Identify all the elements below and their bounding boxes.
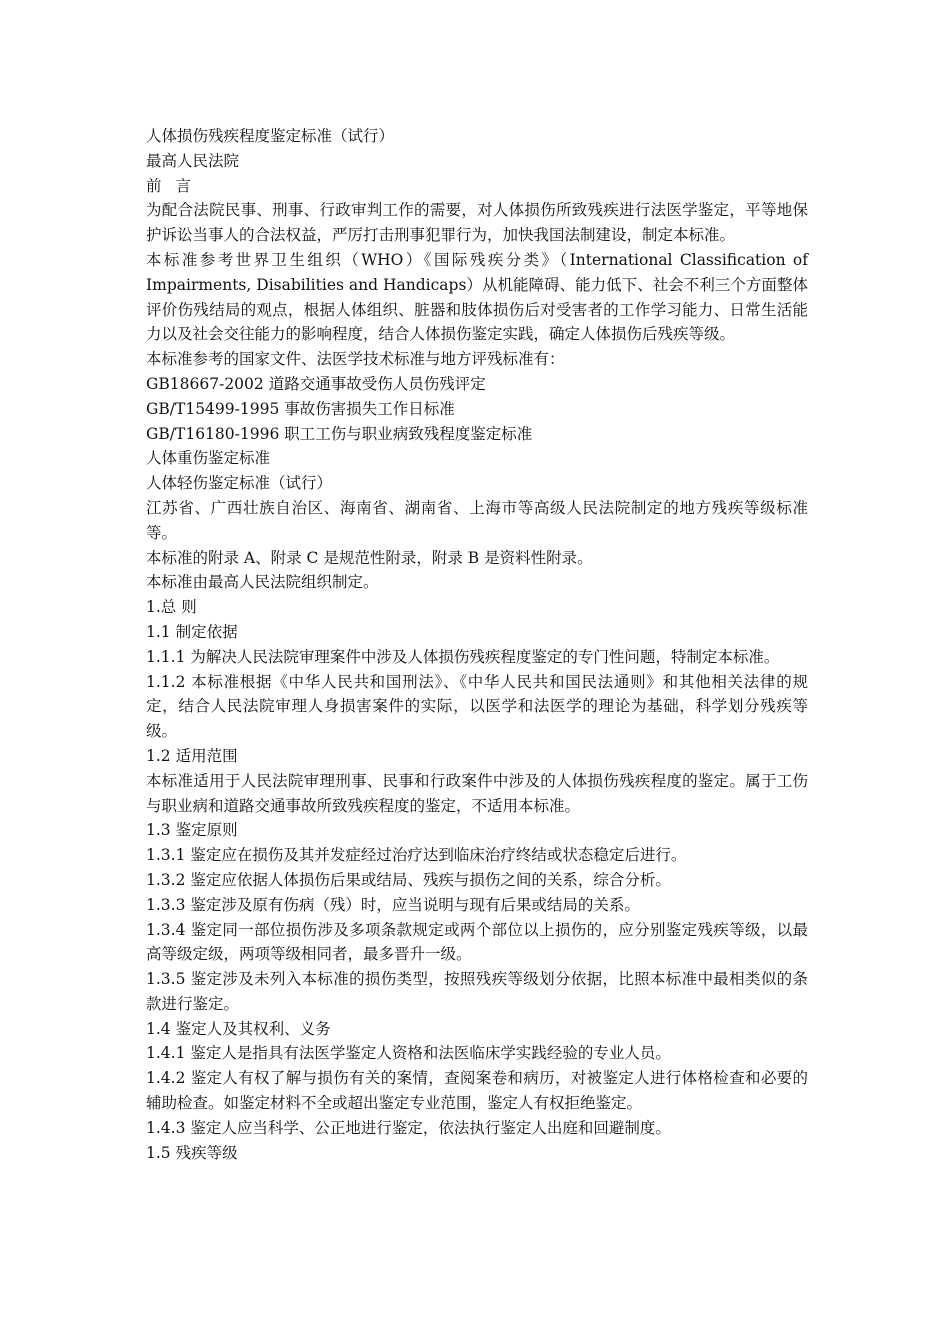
section-heading: 1.3 鉴定原则 — [146, 821, 238, 840]
paragraph: 本标准适用于人民法院审理刑事、民事和行政案件中涉及的人体损伤残疾程度的鉴定。属于工伤与职业病和道路交通事故所致残疾程度的鉴定，不适用本标准。 — [146, 771, 808, 815]
paragraph: 江苏省、广西壮族自治区、海南省、湖南省、上海市等高级人民法院制定的地方残疾等级标准等。 — [146, 498, 808, 542]
paragraph: 1.4.3 鉴定人应当科学、公正地进行鉴定，依法执行鉴定人出庭和回避制度。 — [146, 1118, 671, 1137]
paragraph: 1.3.4 鉴定同一部位损伤涉及多项条款规定或两个部位以上损伤的，应分别鉴定残疾等级，以最高等级定级，两项等级相同者，最多晋升一级。 — [146, 920, 808, 964]
paragraph: 本标准参考世界卫生组织（WHO）《国际残疾分类》（International Classification of Impairments, Disabilities and Handicaps）从机能障碍、能力低下、社会不利三个方面整体评价伤残结局的观点，根据人体组织、脏器和肢体损伤后对受害者的工作学习能力、日常生活能力以及社会交往能力的影响程度，结合人体损伤鉴定实践，确定人体损伤后残疾等级。 — [146, 250, 808, 344]
paragraph: 1.1.1 为解决人民法院审理案件中涉及人体损伤残疾程度鉴定的专门性问题，特制定本标准。 — [146, 647, 780, 666]
paragraph: 本标准的附录 A、附录 C 是规范性附录，附录 B 是资料性附录。 — [146, 548, 593, 567]
document-title: 人体损伤残疾程度鉴定标准（试行） — [146, 127, 395, 145]
paragraph: 1.3.5 鉴定涉及未列入本标准的损伤类型，按照残疾等级划分依据，比照本标准中最相类似的条款进行鉴定。 — [146, 970, 808, 1013]
section-heading: 1.总 则 — [146, 598, 197, 617]
paragraph: 人体轻伤鉴定标准（试行） — [146, 474, 333, 493]
paragraph: 1.1.2 本标准根据《中华人民共和国刑法》、《中华人民共和国民法通则》和其他相关法律的规定，结合人民法院审理人身损害案件的实际，以医学和法医学的理论为基础，科学划分残疾等级。 — [146, 672, 808, 741]
issuer-line: 最高人民法院 — [146, 151, 240, 170]
paragraph: 人体重伤鉴定标准 — [146, 449, 271, 468]
section-heading: 1.2 适用范围 — [146, 746, 238, 765]
document-page — [146, 124, 808, 1165]
preface-heading-char-1: 前 — [146, 176, 162, 195]
paragraph: GB/T15499-1995 事故伤害损失工作日标准 — [146, 399, 455, 418]
paragraph: 1.3.1 鉴定应在损伤及其并发症经过治疗达到临床治疗终结或状态稳定后进行。 — [146, 846, 687, 865]
paragraph: GB/T16180-1996 职工工伤与职业病致残程度鉴定标准 — [146, 424, 533, 443]
paragraph: 本标准由最高人民法院组织制定。 — [146, 573, 379, 592]
preface-heading — [146, 174, 808, 199]
section-heading: 1.1 制定依据 — [146, 622, 238, 641]
paragraph: 本标准参考的国家文件、法医学技术标准与地方评残标准有： — [146, 350, 565, 369]
section-heading: 1.4 鉴定人及其权利、义务 — [146, 1019, 331, 1038]
paragraph: GB18667-2002 道路交通事故受伤人员伤残评定 — [146, 374, 486, 393]
paragraph: 1.4.1 鉴定人是指具有法医学鉴定人资格和法医临床学实践经验的专业人员。 — [146, 1044, 671, 1063]
paragraph: 1.3.2 鉴定应依据人体损伤后果或结局、残疾与损伤之间的关系，综合分析。 — [146, 870, 671, 889]
body-text — [146, 198, 808, 1165]
paragraph: 1.3.3 鉴定涉及原有伤病（残）时，应当说明与现有后果或结局的关系。 — [146, 895, 640, 914]
section-heading: 1.5 残疾等级 — [146, 1143, 238, 1162]
paragraph: 为配合法院民事、刑事、行政审判工作的需要，对人体损伤所致残疾进行法医学鉴定，平等地保护诉讼当事人的合法权益，严厉打击刑事犯罪行为，加快我国法制建设，制定本标准。 — [146, 201, 808, 245]
preface-heading-char-2: 言 — [175, 176, 192, 195]
paragraph: 1.4.2 鉴定人有权了解与损伤有关的案情，查阅案卷和病历，对被鉴定人进行体格检查和必要的辅助检查。如鉴定材料不全或超出鉴定专业范围，鉴定人有权拒绝鉴定。 — [146, 1069, 808, 1113]
